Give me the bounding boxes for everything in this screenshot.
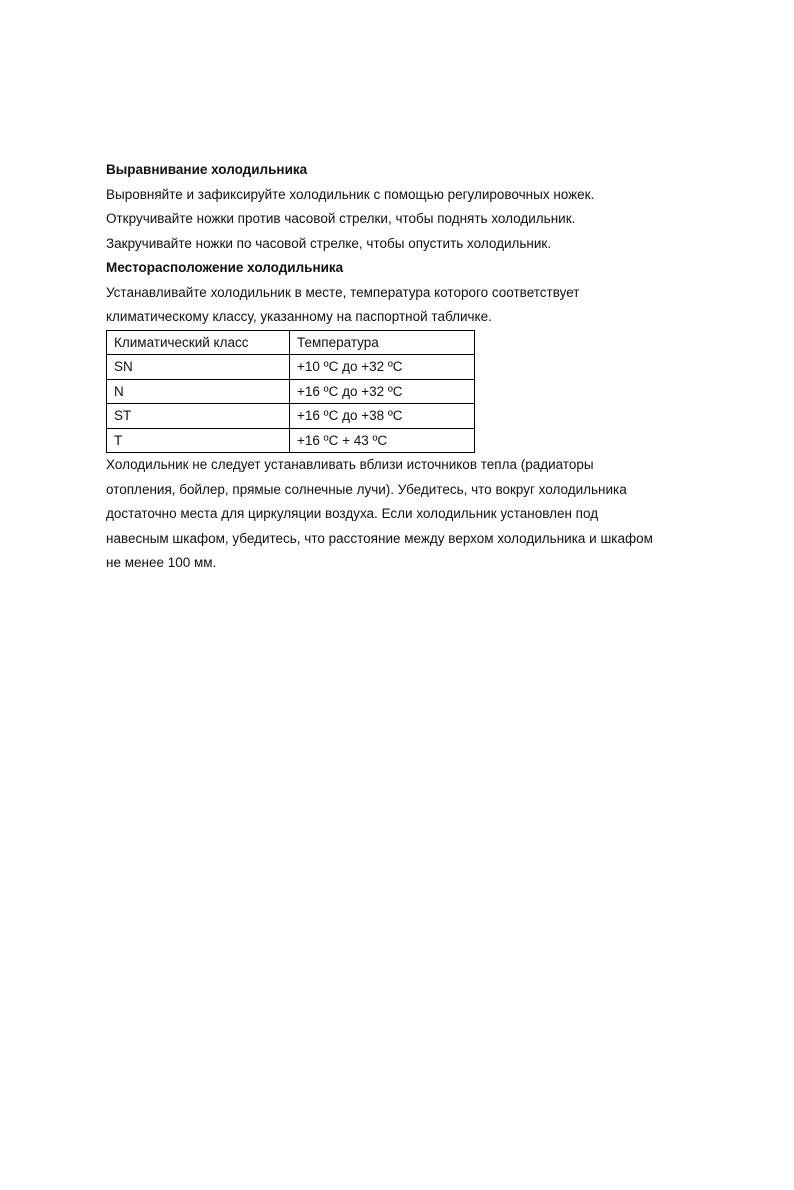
placement-line-1: Холодильник не следует устанавливать вблизи источников тепла (радиаторы (106, 457, 594, 472)
table-header-row (107, 330, 475, 355)
table-row (107, 355, 475, 380)
placement-line-3: достаточно места для циркуляции воздуха. Если холодильник установлен под (106, 506, 599, 521)
leveling-line-1: Выровняйте и зафиксируйте холодильник с помощью регулировочных ножек. (106, 186, 595, 202)
table-cell-temperature: +16 ºC до +38 ºC (290, 404, 475, 429)
location-intro-line-2: климатическому классу, указанному на паспортной табличке. (106, 309, 492, 324)
table-header-temperature: Температура (290, 330, 475, 355)
placement-line-4: навесным шкафом, убедитесь, что расстояние между верхом холодильника и шкафом (106, 530, 653, 546)
leveling-line-3: Закручивайте ножки по часовой стрелке, чтобы опустить холодильник. (106, 235, 552, 251)
table-row (107, 428, 475, 453)
table-cell-class: ST (107, 404, 290, 429)
placement-line-2: отопления, бойлер, прямые солнечные лучи). Убедитесь, что вокруг холодильника (106, 481, 627, 497)
table-cell-class: T (107, 428, 290, 453)
leveling-line-2: Откручивайте ножки против часовой стрелки, чтобы поднять холодильник. (106, 211, 576, 226)
table-cell-temperature: +16 ºC до +32 ºC (290, 379, 475, 404)
location-intro-line-1: Устанавливайте холодильник в месте, температура которого соответствует (106, 284, 580, 300)
table-row (107, 404, 475, 429)
table-header-class: Климатический класс (107, 330, 290, 355)
document-page (106, 158, 706, 576)
table-cell-class: SN (107, 355, 290, 380)
table-cell-temperature: +10 ºC до +32 ºC (290, 355, 475, 380)
section-heading-leveling: Выравнивание холодильника (106, 162, 308, 177)
table-row (107, 379, 475, 404)
climate-class-table (106, 330, 475, 454)
table-cell-class: N (107, 379, 290, 404)
section-heading-location: Месторасположение холодильника (106, 260, 344, 275)
table-cell-temperature: +16 ºC + 43 ºC (290, 428, 475, 453)
placement-line-5: не менее 100 мм. (106, 555, 217, 570)
